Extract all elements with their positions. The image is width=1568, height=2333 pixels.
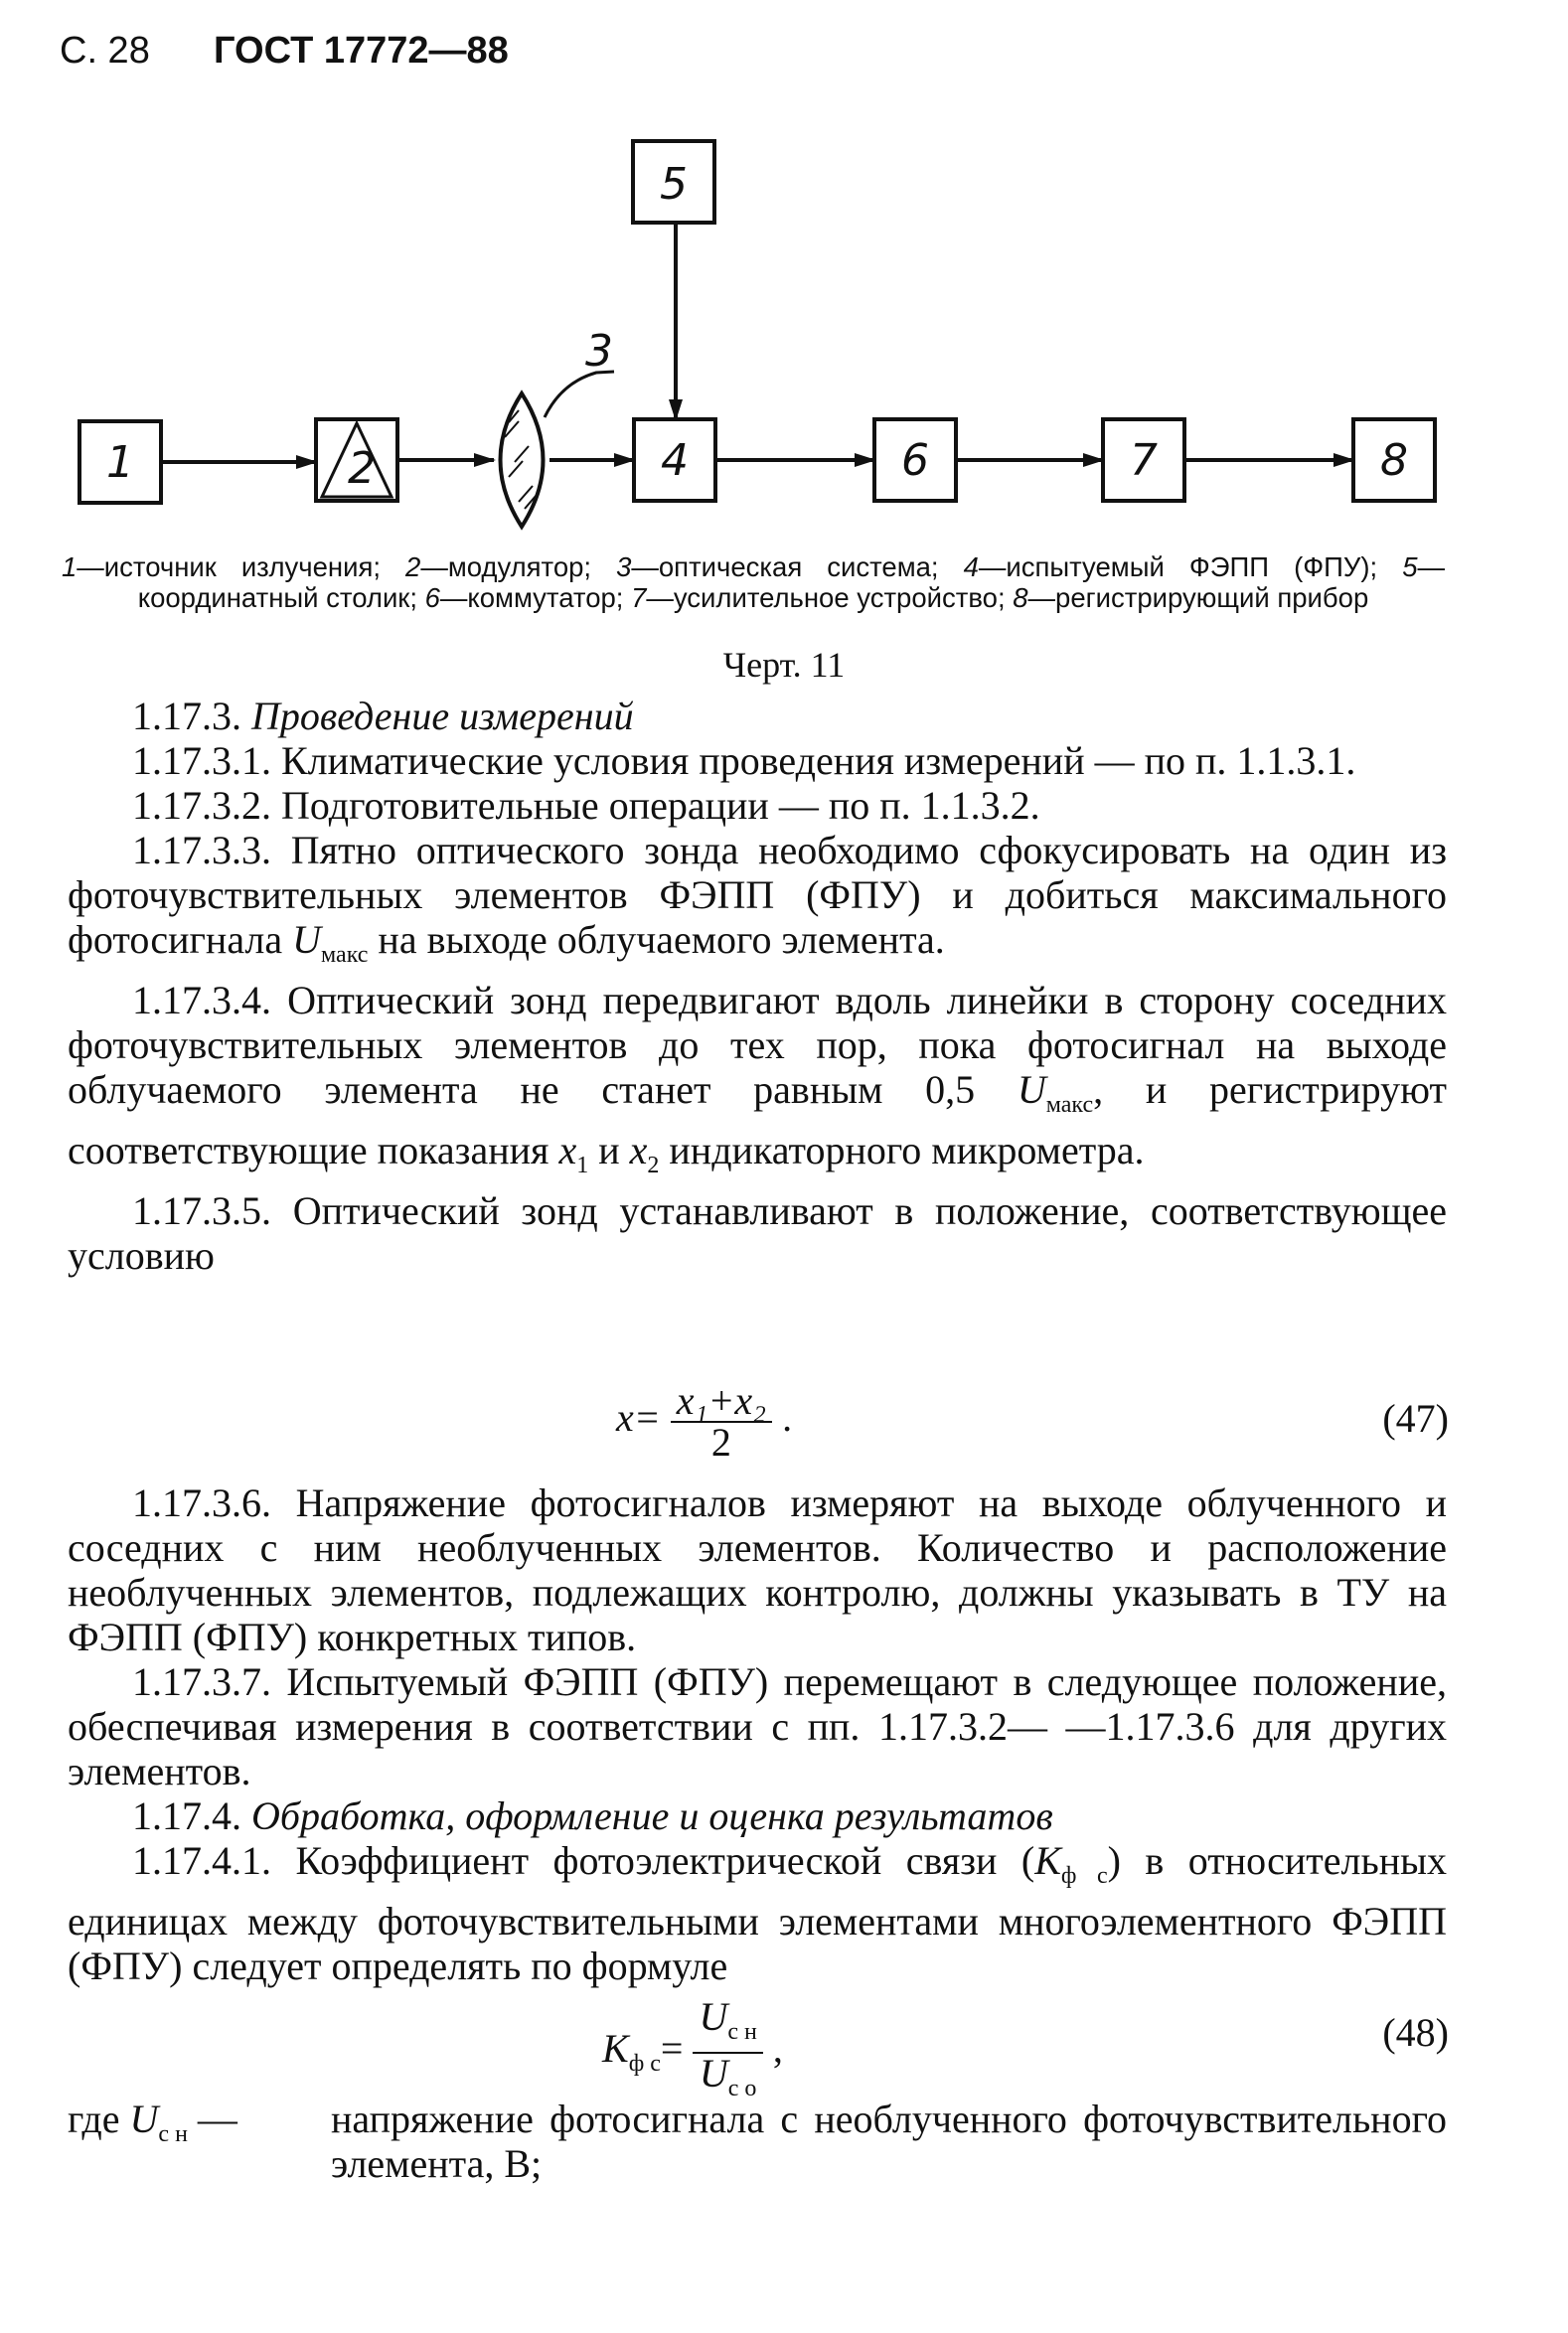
formula-48 <box>602 1994 783 2108</box>
formula-equals: = <box>660 2026 684 2072</box>
denominator-subscript: с о <box>727 2076 757 2101</box>
formula-lhs: K <box>602 2026 629 2072</box>
caption-item-2: —модулятор; <box>420 551 617 582</box>
caption-item-5: —координатный столик; <box>137 551 1446 613</box>
where-symbol: U <box>129 2097 159 2141</box>
paragraph-1-17-3-3 <box>68 828 1447 978</box>
numerator-symbol: U <box>699 1994 728 2039</box>
lens-hatching <box>505 410 537 509</box>
section-number: 1.17.3. <box>132 694 251 738</box>
block-1-label: 1 <box>106 437 134 488</box>
formula-lhs-subscript: ф с <box>628 2051 661 2078</box>
numerator-subscript: с н <box>727 2019 757 2045</box>
block-2-label: 2 <box>348 443 376 494</box>
symbol-u: U <box>1017 1067 1046 1112</box>
symbol-k: K <box>1034 1838 1061 1883</box>
symbol-subscript: 2 <box>647 1153 660 1178</box>
paragraph-text: , и регистрируют соответствующие показания <box>68 1067 1447 1172</box>
caption-item-6: —коммутатор; <box>439 582 632 613</box>
where-definition: напряжение фотосигнала с необлученного фоточувствительного элемента, В; <box>331 2097 1447 2186</box>
page-number: С. 28 <box>60 30 150 72</box>
fraction-denominator: 2 <box>710 1420 731 1465</box>
symbol-subscript: макс <box>321 942 369 968</box>
caption-item-7: —усилительное устройство; <box>646 582 1014 613</box>
section-title: Проведение измерений <box>251 694 634 738</box>
where-dash: — <box>187 2097 237 2141</box>
section-heading-1-17-3 <box>68 694 1447 738</box>
formula-tail: . <box>782 1395 793 1441</box>
figure-title: Черт. 11 <box>722 645 846 685</box>
denominator-symbol: U <box>699 2051 728 2096</box>
lens-shape <box>501 393 544 527</box>
figure-caption <box>62 551 1445 613</box>
formula-fraction <box>693 1994 762 2108</box>
block-diagram <box>0 0 1568 556</box>
fraction-numerator <box>693 1994 762 2054</box>
equation-number-48: (48) <box>1382 2010 1449 2055</box>
caption-num-3: 3 <box>616 551 632 582</box>
where-subscript: с н <box>158 2121 188 2147</box>
paragraph-1-17-3-4 <box>68 978 1447 1188</box>
symbol-subscript: ф с <box>1060 1863 1108 1889</box>
paragraph-text: ) в относительных единицах между фоточувствительными элементами многоэлементного ФЭПП (ФПУ) следует определять по формуле <box>68 1838 1448 1988</box>
formula-lhs: x= <box>616 1395 661 1441</box>
symbol-subscript: 1 <box>576 1153 589 1178</box>
paragraph-1-17-3-6: 1.17.3.6. Напряжение фотосигналов измеряют на выходе облученного и соседних с ним необлученных элементов. Количество и расположение необлученных элементов, подлежащих контролю, должны указывать в ТУ на ФЭПП (ФПУ) конкретных типов. <box>68 1480 1447 1659</box>
where-row <box>68 2097 1447 2186</box>
block-6-label: 6 <box>901 435 929 486</box>
caption-num-4: 4 <box>963 551 979 582</box>
symbol-u: U <box>292 917 322 962</box>
caption-num-7: 7 <box>631 582 647 613</box>
paragraph-text: и <box>588 1128 630 1172</box>
paragraph-1-17-3-5: 1.17.3.5. Оптический зонд устанавливают в положение, соответствующее условию <box>68 1188 1447 1278</box>
lens-label: 3 <box>585 326 613 377</box>
section-title: Обработка, оформление и оценка результатов <box>251 1793 1053 1838</box>
caption-item-4: —испытуемый ФЭПП (ФПУ); <box>978 551 1403 582</box>
block-4-label: 4 <box>661 435 689 486</box>
paragraph-1-17-3-2: 1.17.3.2. Подготовительные операции — по п. 1.1.3.2. <box>132 783 1040 828</box>
paragraph-1-17-3-7: 1.17.3.7. Испытуемый ФЭПП (ФПУ) перемещают в следующее положение, обеспечивая измерения в соответствии с пп. 1.17.3.2— —1.17.3.6 для других элементов. <box>68 1659 1447 1793</box>
paragraph-1-17-3-1: 1.17.3.1. Климатические условия проведения измерений — по п. 1.1.3.1. <box>132 738 1356 783</box>
fraction-numerator: x₁+x₂ <box>671 1381 772 1423</box>
lens-leader-line <box>545 372 614 417</box>
body-text-upper <box>68 694 1447 1278</box>
paragraph-text: 1.17.4.1. Коэффициент фотоэлектрической связи ( <box>132 1838 1035 1883</box>
block-7-label: 7 <box>1130 435 1158 486</box>
caption-num-5: 5 <box>1402 551 1418 582</box>
caption-num-8: 8 <box>1013 582 1028 613</box>
paragraph-text: индикаторного микрометра. <box>659 1128 1145 1172</box>
block-5-label: 5 <box>660 159 688 210</box>
formula-fraction <box>671 1378 772 1465</box>
caption-item-8: —регистрирующий прибор <box>1027 582 1369 613</box>
block-8-label: 8 <box>1380 435 1408 486</box>
caption-num-6: 6 <box>424 582 440 613</box>
body-text-lower <box>68 1480 1447 1988</box>
where-clause <box>68 2097 1447 2186</box>
where-lead: где <box>68 2097 130 2141</box>
section-number: 1.17.4. <box>132 1793 251 1838</box>
caption-item-3: —оптическая система; <box>631 551 964 582</box>
symbol-subscript: макс <box>1045 1092 1094 1118</box>
paragraph-text: на выходе облучаемого элемента. <box>368 917 945 962</box>
caption-num-1: 1 <box>62 551 78 582</box>
caption-item-1: —источник излучения; <box>77 551 406 582</box>
symbol-x2: x <box>629 1128 648 1172</box>
formula-tail: , <box>772 2026 783 2072</box>
paragraph-text: 1.17.3.4. Оптический зонд передвигают вдоль линейки в сторону соседних фоточувствительных элементов до тех пор, пока фотосигнал на выходе облучаемого элемента не станет равным 0,5 <box>68 978 1447 1112</box>
equation-number-47: (47) <box>1382 1396 1449 1441</box>
paragraph-1-17-4-1 <box>68 1838 1447 1988</box>
symbol-x1: x <box>558 1128 577 1172</box>
paragraph-text: 1.17.3.3. Пятно оптического зонда необходимо сфокусировать на один из фоточувствительных элементов ФЭПП (ФПУ) и добиться максимального фотосигнала <box>68 828 1447 962</box>
section-heading-1-17-4 <box>68 1793 1447 1838</box>
where-term <box>68 2097 331 2186</box>
standard-title: ГОСТ 17772—88 <box>214 30 509 72</box>
caption-num-2: 2 <box>405 551 421 582</box>
formula-47 <box>616 1378 793 1465</box>
